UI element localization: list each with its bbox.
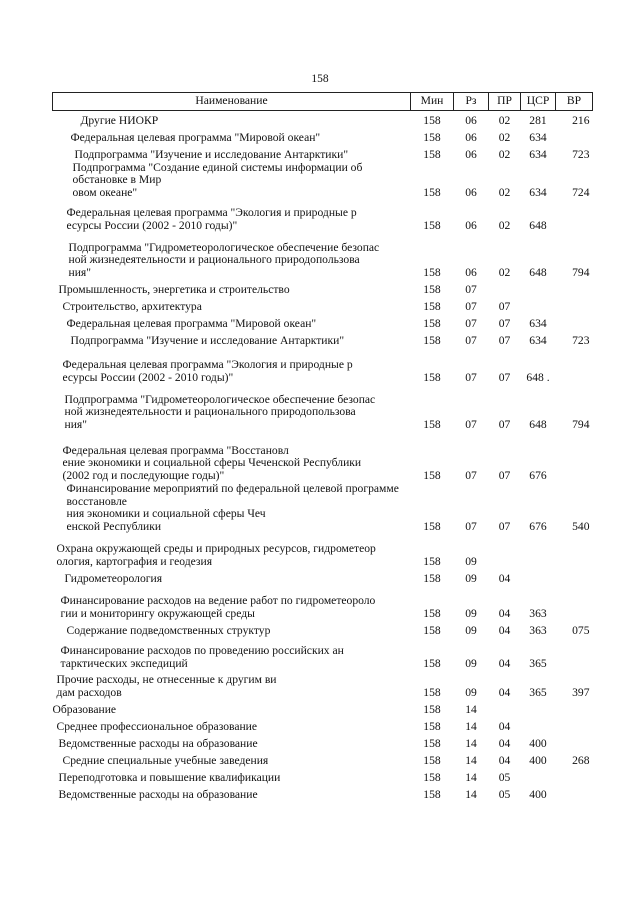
row-csr bbox=[521, 699, 556, 716]
row-rz: 14 bbox=[465, 736, 477, 750]
row-name: Прочие расходы, не отнесенные к другим ви дам расходов bbox=[56, 673, 277, 699]
header-min: Мин bbox=[411, 93, 454, 111]
row-csr bbox=[521, 279, 556, 296]
header-name: Наименование bbox=[53, 93, 411, 111]
table-row bbox=[53, 145, 593, 162]
row-csr: 400 bbox=[529, 787, 547, 801]
row-rz: 07 bbox=[465, 333, 477, 347]
row-csr: 400 bbox=[529, 736, 547, 750]
row-name: Федеральная целевая программа "Восстановл ение экономики и социальной сферы Чеченской Республики (2002 год и последующие годы)" bbox=[62, 443, 362, 482]
row-name: Подпрограмма "Гидрометеорологическое обеспечение безопас ной жизнедеятельности и рационального природопользова ния" bbox=[64, 392, 376, 431]
row-name: Федеральная целевая программа "Мировой океан" bbox=[70, 130, 321, 144]
row-vr: 397 bbox=[572, 685, 590, 699]
table-row bbox=[53, 313, 593, 330]
row-pr: 07 bbox=[498, 519, 511, 533]
row-pr: 02 bbox=[498, 113, 511, 127]
row-csr: 634 bbox=[529, 147, 547, 161]
row-pr: 02 bbox=[498, 147, 511, 161]
row-min: 158 bbox=[423, 685, 441, 699]
row-rz: 09 bbox=[465, 656, 477, 670]
row-vr bbox=[556, 533, 593, 568]
row-pr: 02 bbox=[498, 185, 511, 199]
row-min: 158 bbox=[423, 130, 441, 144]
row-pr: 07 bbox=[498, 316, 511, 330]
row-name: Федеральная целевая программа "Экология и природные р есурсы России (2002 - 2010 годы)" bbox=[66, 206, 357, 232]
table-row bbox=[53, 767, 593, 784]
row-pr: 04 bbox=[498, 736, 511, 750]
table-row bbox=[53, 637, 593, 670]
row-name: Финансирование расходов на ведение работ по гидрометеороло гии и мониторингу окружающей среды bbox=[60, 594, 376, 620]
row-rz: 09 bbox=[465, 685, 477, 699]
row-vr bbox=[556, 733, 593, 750]
row-name: Гидрометеорология bbox=[64, 571, 163, 585]
row-vr: 216 bbox=[572, 113, 590, 127]
row-csr bbox=[521, 716, 556, 733]
row-vr bbox=[556, 347, 593, 384]
header-csr: ЦСР bbox=[521, 93, 556, 111]
row-name: Ведомственные расходы на образование bbox=[58, 736, 258, 750]
row-rz: 09 bbox=[465, 623, 477, 637]
table-row bbox=[53, 716, 593, 733]
row-pr: 07 bbox=[498, 333, 511, 347]
row-vr bbox=[556, 767, 593, 784]
row-min: 158 bbox=[423, 333, 441, 347]
table-row bbox=[53, 482, 593, 533]
page-number: 158 bbox=[311, 73, 329, 85]
row-vr bbox=[556, 716, 593, 733]
row-csr: 634 bbox=[529, 316, 547, 330]
row-rz: 06 bbox=[465, 130, 477, 144]
row-vr bbox=[556, 199, 593, 232]
row-csr: 648 bbox=[529, 417, 547, 431]
row-min: 158 bbox=[423, 417, 441, 431]
row-vr bbox=[556, 128, 593, 145]
row-name: Подпрограмма "Изучение и исследование Антарктики" bbox=[74, 147, 349, 161]
header-row bbox=[53, 93, 593, 111]
row-csr: 363 bbox=[529, 606, 547, 620]
row-min: 158 bbox=[423, 719, 441, 733]
row-rz: 09 bbox=[465, 606, 477, 620]
row-min: 158 bbox=[423, 468, 441, 482]
row-csr: 365 bbox=[529, 656, 547, 670]
row-min: 158 bbox=[423, 753, 441, 767]
row-name: Федеральная целевая программа "Экология и природные р есурсы России (2002 - 2010 годы)" bbox=[62, 358, 353, 384]
row-vr bbox=[556, 699, 593, 716]
row-vr bbox=[556, 784, 593, 801]
row-pr: 04 bbox=[498, 656, 511, 670]
row-csr: 363 bbox=[529, 623, 547, 637]
table-row bbox=[53, 347, 593, 384]
row-pr bbox=[489, 699, 521, 716]
row-pr: 04 bbox=[498, 685, 511, 699]
row-min: 158 bbox=[423, 299, 441, 313]
row-pr: 05 bbox=[498, 787, 511, 801]
row-name: Переподготовка и повышение квалификации bbox=[58, 770, 281, 784]
header-pr: ПР bbox=[489, 93, 521, 111]
row-rz: 07 bbox=[465, 468, 477, 482]
table-row bbox=[53, 533, 593, 568]
row-vr: 724 bbox=[572, 185, 590, 199]
row-csr: 648 bbox=[529, 265, 547, 279]
row-csr: 676 bbox=[529, 519, 547, 533]
row-min: 158 bbox=[423, 316, 441, 330]
table-row bbox=[53, 330, 593, 347]
row-min: 158 bbox=[423, 702, 441, 716]
budget-table bbox=[52, 92, 593, 801]
table-row bbox=[53, 699, 593, 716]
row-name: Подпрограмма "Гидрометеорологическое обеспечение безопас ной жизнедеятельности и рационального природопользова ния" bbox=[68, 240, 380, 279]
row-name: Федеральная целевая программа "Мировой океан" bbox=[66, 316, 317, 330]
row-rz: 07 bbox=[465, 299, 477, 313]
row-pr: 04 bbox=[498, 753, 511, 767]
row-min: 158 bbox=[423, 554, 441, 568]
row-csr: 365 bbox=[529, 685, 547, 699]
table-row bbox=[53, 568, 593, 585]
row-min: 158 bbox=[423, 736, 441, 750]
row-min: 158 bbox=[423, 656, 441, 670]
table-row bbox=[53, 585, 593, 620]
row-rz: 06 bbox=[465, 218, 477, 232]
table-row bbox=[53, 199, 593, 232]
row-rz: 06 bbox=[465, 265, 477, 279]
row-pr: 04 bbox=[498, 571, 511, 585]
row-rz: 06 bbox=[465, 185, 477, 199]
row-min: 158 bbox=[423, 185, 441, 199]
row-vr: 794 bbox=[572, 417, 590, 431]
row-min: 158 bbox=[423, 606, 441, 620]
row-rz: 14 bbox=[465, 702, 477, 716]
header-vr: ВР bbox=[556, 93, 593, 111]
row-min: 158 bbox=[423, 370, 441, 384]
row-name: Содержание подведомственных структур bbox=[66, 623, 271, 637]
row-pr: 07 bbox=[498, 299, 511, 313]
row-min: 158 bbox=[423, 147, 441, 161]
row-csr bbox=[521, 568, 556, 585]
table-row bbox=[53, 232, 593, 279]
row-vr bbox=[556, 431, 593, 482]
row-vr bbox=[556, 637, 593, 670]
table-row bbox=[53, 162, 593, 200]
row-rz: 09 bbox=[465, 571, 477, 585]
row-min: 158 bbox=[423, 770, 441, 784]
row-csr bbox=[521, 767, 556, 784]
row-name: Другие НИОКР bbox=[80, 113, 159, 127]
row-csr bbox=[521, 533, 556, 568]
table-header bbox=[53, 93, 593, 111]
row-name: Ведомственные расходы на образование bbox=[58, 787, 258, 801]
header-rz: Рз bbox=[454, 93, 489, 111]
row-rz: 14 bbox=[465, 753, 477, 767]
table-row bbox=[53, 279, 593, 296]
table-row bbox=[53, 111, 593, 128]
row-name: Подпрограмма "Изучение и исследование Антарктики" bbox=[70, 333, 345, 347]
row-name: Подпрограмма "Создание единой системы информации об обстановке в Мир овом океане" bbox=[72, 160, 363, 199]
row-pr: 07 bbox=[498, 370, 511, 384]
row-vr: 075 bbox=[572, 623, 590, 637]
row-name: Строительство, архитектура bbox=[62, 299, 202, 313]
row-min: 158 bbox=[423, 282, 441, 296]
row-rz: 07 bbox=[465, 417, 477, 431]
row-vr bbox=[556, 279, 593, 296]
row-pr: 04 bbox=[498, 719, 511, 733]
row-vr: 794 bbox=[572, 265, 590, 279]
table-row bbox=[53, 384, 593, 431]
row-csr: 648 bbox=[529, 218, 547, 232]
row-vr: 723 bbox=[572, 333, 590, 347]
row-csr: 648 . bbox=[526, 370, 550, 384]
row-vr bbox=[556, 313, 593, 330]
row-rz: 06 bbox=[465, 113, 477, 127]
table-row bbox=[53, 431, 593, 482]
row-rz: 06 bbox=[465, 147, 477, 161]
row-pr: 07 bbox=[498, 417, 511, 431]
table-row bbox=[53, 733, 593, 750]
row-rz: 14 bbox=[465, 770, 477, 784]
table-body bbox=[53, 111, 593, 802]
row-name: Промышленность, энергетика и строительство bbox=[58, 282, 290, 296]
row-pr bbox=[489, 279, 521, 296]
row-csr: 400 bbox=[529, 753, 547, 767]
row-pr: 05 bbox=[498, 770, 511, 784]
row-min: 158 bbox=[423, 571, 441, 585]
row-csr bbox=[521, 296, 556, 313]
row-vr: 268 bbox=[572, 753, 590, 767]
table-row bbox=[53, 670, 593, 699]
table-row bbox=[53, 750, 593, 767]
row-pr: 02 bbox=[498, 218, 511, 232]
row-csr: 676 bbox=[529, 468, 547, 482]
table-row bbox=[53, 296, 593, 313]
row-name: Образование bbox=[52, 702, 117, 716]
row-rz: 14 bbox=[465, 787, 477, 801]
row-min: 158 bbox=[423, 519, 441, 533]
row-rz: 07 bbox=[465, 282, 477, 296]
row-pr: 04 bbox=[498, 623, 511, 637]
row-name: Финансирование мероприятий по федеральной целевой программе восстановле ния экономики и социальной сферы Чеч енской Республики bbox=[66, 481, 399, 533]
row-pr bbox=[489, 533, 521, 568]
row-vr bbox=[556, 568, 593, 585]
row-csr: 634 bbox=[529, 333, 547, 347]
row-rz: 07 bbox=[465, 316, 477, 330]
row-rz: 09 bbox=[465, 554, 477, 568]
row-vr bbox=[556, 585, 593, 620]
row-csr: 281 bbox=[529, 113, 547, 127]
row-name: Среднее профессиональное образование bbox=[56, 719, 258, 733]
row-min: 158 bbox=[423, 218, 441, 232]
row-vr: 540 bbox=[572, 519, 590, 533]
row-name: Средние специальные учебные заведения bbox=[62, 753, 269, 767]
row-vr: 723 bbox=[572, 147, 590, 161]
table-row bbox=[53, 784, 593, 801]
row-pr: 07 bbox=[498, 468, 511, 482]
row-rz: 07 bbox=[465, 519, 477, 533]
row-min: 158 bbox=[423, 113, 441, 127]
row-csr: 634 bbox=[529, 130, 547, 144]
table-row bbox=[53, 128, 593, 145]
row-pr: 04 bbox=[498, 606, 511, 620]
row-min: 158 bbox=[423, 265, 441, 279]
table-row bbox=[53, 620, 593, 637]
row-min: 158 bbox=[423, 623, 441, 637]
row-name: Охрана окружающей среды и природных ресурсов, гидрометеор ология, картография и геодезия bbox=[56, 542, 376, 568]
row-name: Финансирование расходов по проведению российских ан тарктических экспедиций bbox=[60, 644, 344, 670]
row-pr: 02 bbox=[498, 265, 511, 279]
row-rz: 14 bbox=[465, 719, 477, 733]
row-pr: 02 bbox=[498, 130, 511, 144]
row-min: 158 bbox=[423, 787, 441, 801]
row-csr: 634 bbox=[529, 185, 547, 199]
row-rz: 07 bbox=[465, 370, 477, 384]
row-vr bbox=[556, 296, 593, 313]
